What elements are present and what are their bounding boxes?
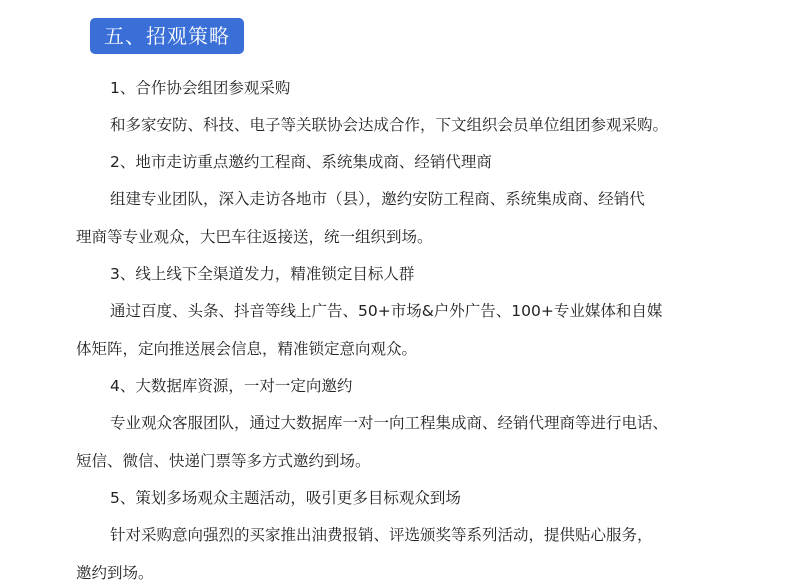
item-3-body-line-2: 体矩阵，定向推送展会信息，精准锁定意向观众。: [76, 340, 418, 358]
item-2-body-line-1: 组建专业团队，深入走访各地市（县），邀约安防工程商、系统集成商、经销代: [110, 190, 645, 208]
item-4-body-line-1: 专业观众客服团队，通过大数据库一对一向工程集成商、经销代理商等进行电话、: [110, 414, 669, 432]
item-5-body-line-2: 邀约到场。: [76, 564, 154, 582]
item-4-body-line-2: 短信、微信、快递门票等多方式邀约到场。: [76, 452, 371, 470]
item-1-body-line-1: 和多家安防、科技、电子等关联协会达成合作，下文组织会员单位组团参观采购。: [110, 116, 669, 134]
item-3-heading: 3、线上线下全渠道发力，精准锁定目标人群: [110, 265, 415, 283]
item-5-heading: 5、策划多场观众主题活动，吸引更多目标观众到场: [110, 489, 461, 507]
item-1-heading: 1、合作协会组团参观采购: [110, 79, 291, 97]
item-4-heading: 4、大数据库资源，一对一定向邀约: [110, 377, 353, 395]
item-2-heading: 2、地市走访重点邀约工程商、系统集成商、经销代理商: [110, 153, 492, 171]
item-5-body-line-1: 针对采购意向强烈的买家推出油费报销、评选颁奖等系列活动，提供贴心服务，: [110, 526, 653, 544]
item-3-body-line-1: 通过百度、头条、抖音等线上广告、50+市场&户外广告、100+专业媒体和自媒: [110, 302, 663, 320]
item-2-body-line-2: 理商等专业观众，大巴车往返接送，统一组织到场。: [76, 228, 433, 246]
section-title-badge: 五、招观策略: [90, 18, 244, 54]
